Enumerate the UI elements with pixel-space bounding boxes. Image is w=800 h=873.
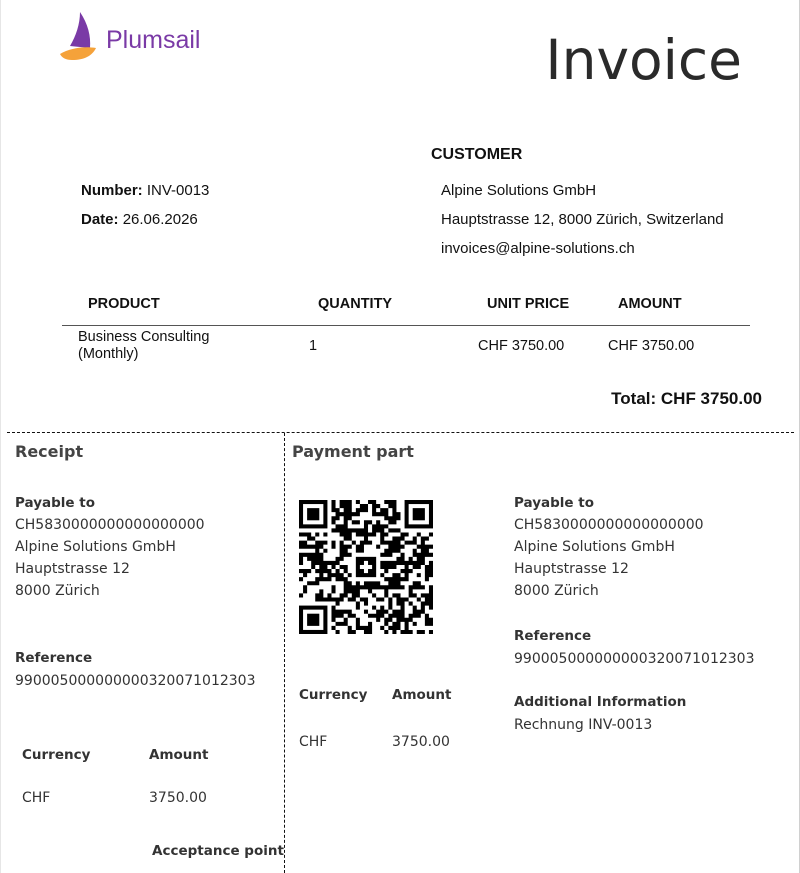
invoice-date-label: Date: xyxy=(81,211,119,228)
receipt-amount-label: Amount xyxy=(149,747,209,763)
payment-reference: 990005000000000320071012303 xyxy=(514,651,755,667)
receipt-currency-label: Currency xyxy=(22,747,91,763)
payment-payable-label: Payable to xyxy=(514,495,595,511)
payment-creditor-street: Hauptstrasse 12 xyxy=(514,561,629,577)
company-logo xyxy=(58,10,218,62)
receipt-amount: 3750.00 xyxy=(149,790,207,806)
page-edge-left xyxy=(0,0,1,873)
receipt-reference-label: Reference xyxy=(15,650,93,666)
receipt-creditor-city: 8000 Zürich xyxy=(15,583,100,599)
payment-currency-label: Currency xyxy=(299,687,368,703)
payment-iban: CH5830000000000000000 xyxy=(514,517,704,533)
swiss-qr-code-icon xyxy=(299,500,433,634)
invoice-number-value: INV-0013 xyxy=(146,182,210,199)
payment-currency: CHF xyxy=(299,734,328,750)
invoice-total: Total: CHF 3750.00 xyxy=(611,389,762,408)
receipt-payable-to xyxy=(15,514,205,602)
sail-logo-icon xyxy=(58,10,100,62)
invoice-date xyxy=(81,211,198,228)
row-unit-price: CHF 3750.00 xyxy=(478,338,565,354)
additional-info-label: Additional Information xyxy=(514,694,687,710)
additional-info: Rechnung INV-0013 xyxy=(514,717,653,733)
invoice-date-value: 26.06.2026 xyxy=(122,211,198,228)
column-header-quantity: QUANTITY xyxy=(318,296,393,312)
receipt-currency: CHF xyxy=(22,790,51,806)
receipt-acceptance-point: Acceptance point xyxy=(152,843,284,859)
column-header-amount: AMOUNT xyxy=(618,296,682,312)
payment-amount-label: Amount xyxy=(392,687,452,703)
row-quantity: 1 xyxy=(309,338,318,354)
payment-payable-to xyxy=(514,514,704,602)
row-product: Business Consulting (Monthly) xyxy=(78,329,210,362)
slip-divider xyxy=(284,433,285,873)
invoice-number-label: Number: xyxy=(81,182,143,199)
payment-reference-label: Reference xyxy=(514,628,592,644)
receipt-creditor-name: Alpine Solutions GmbH xyxy=(15,539,176,555)
receipt-title: Receipt xyxy=(15,442,84,461)
payment-part-title: Payment part xyxy=(292,442,414,461)
table-header-divider xyxy=(62,325,750,326)
column-header-unit-price: UNIT PRICE xyxy=(487,296,570,312)
receipt-reference: 990005000000000320071012303 xyxy=(15,673,256,689)
customer-address: Hauptstrasse 12, 8000 Zürich, Switzerland xyxy=(441,211,724,228)
customer-heading: CUSTOMER xyxy=(431,146,523,163)
page-title: Invoice xyxy=(545,28,742,92)
customer-name: Alpine Solutions GmbH xyxy=(441,182,597,199)
receipt-creditor-street: Hauptstrasse 12 xyxy=(15,561,130,577)
slip-cut-line xyxy=(7,432,794,433)
payment-creditor-name: Alpine Solutions GmbH xyxy=(514,539,675,555)
row-amount: CHF 3750.00 xyxy=(608,338,695,354)
payment-amount: 3750.00 xyxy=(392,734,450,750)
payment-creditor-city: 8000 Zürich xyxy=(514,583,599,599)
logo-text: Plumsail xyxy=(106,26,201,54)
customer-email: invoices@alpine-solutions.ch xyxy=(441,240,635,257)
column-header-product: PRODUCT xyxy=(88,296,160,312)
receipt-iban: CH5830000000000000000 xyxy=(15,517,205,533)
invoice-number xyxy=(81,182,209,199)
receipt-payable-label: Payable to xyxy=(15,495,96,511)
